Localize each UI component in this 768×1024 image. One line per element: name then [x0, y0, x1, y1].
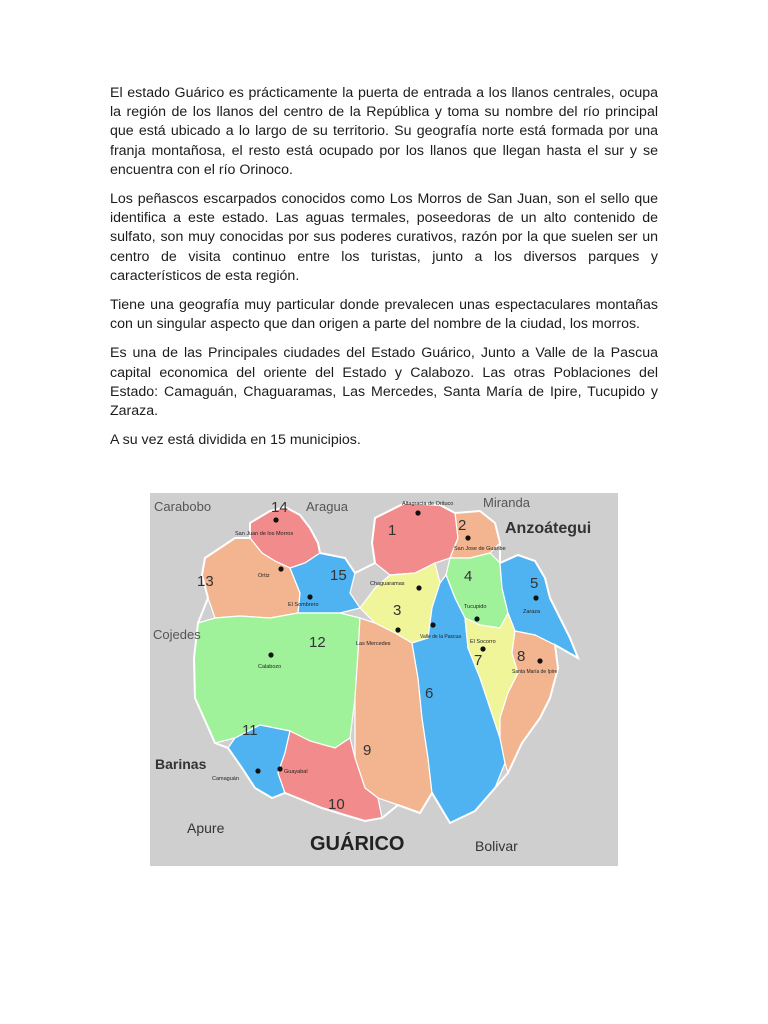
municipality-number-15: 15 — [330, 567, 347, 584]
town-dot-zaraza — [533, 595, 538, 600]
paragraph-1: El estado Guárico es prácticamente la puerta de entrada a los llanos centrales, ocupa la región de los llanos del centro de la República y toma su nombre del río principal que está ubicado a lo largo de su territorio. Su geografía norte está formada por una franja montañosa, el resto está ocupado por los llanos que llegan hasta el sur y se encuentra con el río Orinoco. — [110, 85, 658, 178]
town-dot-camaguan — [255, 768, 260, 773]
municipality-number-6: 6 — [425, 685, 434, 702]
paragraph-2: Los peñascos escarpados conocidos como Los Morros de San Juan, son el sello que identifica a este estado. Las aguas termales, poseedoras de un alto contenido de sulfato, son muy conocidas por sus poderes curativos, razón por la que suelen ser un centro de visita continuo entre los turistas, junto a los diversos parques y característicos de esta región. — [110, 191, 658, 284]
municipality-number-3: 3 — [393, 602, 402, 619]
town-label-altagracia — [402, 501, 453, 507]
town-label-chaguaramas: Chaguaramas — [370, 581, 405, 587]
region-12 — [194, 613, 360, 748]
town-label-altagracia-text: Altagracia de Orituco — [402, 501, 454, 507]
town-label-ortiz: Ortiz — [258, 573, 270, 579]
municipality-number-4: 4 — [464, 568, 473, 585]
neighbor-carabobo: Carabobo — [154, 499, 212, 514]
town-label-el-sombrero: El Sombrero — [288, 602, 319, 608]
town-label-tucupido: Tucupido — [464, 604, 487, 610]
town-dot-ortiz — [278, 566, 283, 571]
municipality-number-10: 10 — [328, 796, 345, 813]
municipality-number-7: 7 — [474, 652, 483, 669]
neighbor-barinas: Barinas — [155, 756, 207, 772]
document-body — [110, 84, 658, 460]
town-dot-san-jose — [465, 535, 470, 540]
town-label-el-socorro: El Socorro — [470, 639, 496, 645]
neighbor-apure: Apure — [187, 820, 225, 836]
neighbor-miranda: Miranda — [483, 495, 530, 510]
town-dot-santa-maria — [537, 658, 542, 663]
town-label-las-mercedes: Las Mercedes — [356, 641, 391, 647]
paragraph-3: Tiene una geografía muy particular donde prevalecen unas espectaculares montañas con un singular aspecto que dan origen a parte del nombre de la ciudad, los morros. — [110, 297, 658, 333]
neighbor-cojedes: Cojedes — [153, 627, 201, 642]
town-dot-san-juan — [273, 517, 278, 522]
town-dot-calabozo — [268, 652, 273, 657]
town-dot-las-mercedes — [395, 627, 400, 632]
municipality-number-2: 2 — [458, 517, 467, 534]
municipality-number-12: 12 — [309, 634, 326, 651]
town-label-santa-maria: Santa María de Ipire — [512, 669, 558, 675]
town-label-valle-pascua: Valle de la Pascua — [420, 634, 462, 640]
town-label-camaguan: Camaguán — [212, 776, 239, 782]
town-dot-guayabal — [277, 766, 282, 771]
town-dot-tucupido — [474, 616, 479, 621]
town-dot-el-socorro — [480, 646, 485, 651]
municipality-number-8: 8 — [517, 648, 526, 665]
town-dot-valle-pascua — [430, 622, 435, 627]
paragraph-4: Es una de las Principales ciudades del Estado Guárico, Junto a Valle de la Pascua capital economica del oriente del Estado y Calabozo. Las otras Poblaciones del Estado: Camaguán, Chaguaramas, Las Mercedes, Santa María de Ipire, Tucupido y Zaraza. — [110, 345, 658, 420]
town-dot-el-sombrero — [307, 594, 312, 599]
municipality-number-13: 13 — [197, 573, 214, 590]
neighbor-anzoategui: Anzoátegui — [505, 520, 592, 537]
neighbor-bolivar: Bolivar — [475, 838, 518, 854]
town-label-san-juan: San Juan de los Morros — [235, 531, 294, 537]
municipality-number-1: 1 — [388, 522, 397, 539]
town-label-calabozo: Calabozo — [258, 664, 282, 670]
town-label-guayabal: Guayabal — [284, 769, 308, 775]
town-dot-altagracia — [415, 510, 420, 515]
guarico-municipalities-map — [150, 493, 618, 866]
town-label-san-jose: San Jose de Guaribe — [454, 546, 506, 552]
paragraph-5: A su vez está dividida en 15 municipios. — [110, 432, 361, 449]
map-svg — [150, 493, 618, 866]
municipality-number-9: 9 — [363, 742, 372, 759]
town-label-zaraza: Zaraza — [523, 609, 541, 615]
municipality-number-14: 14 — [271, 499, 288, 516]
town-dot-chaguaramas — [416, 585, 421, 590]
map-title: GUÁRICO — [310, 833, 405, 855]
neighbor-aragua: Aragua — [306, 499, 348, 514]
municipality-number-5: 5 — [530, 575, 539, 592]
municipality-number-11: 11 — [242, 722, 258, 739]
